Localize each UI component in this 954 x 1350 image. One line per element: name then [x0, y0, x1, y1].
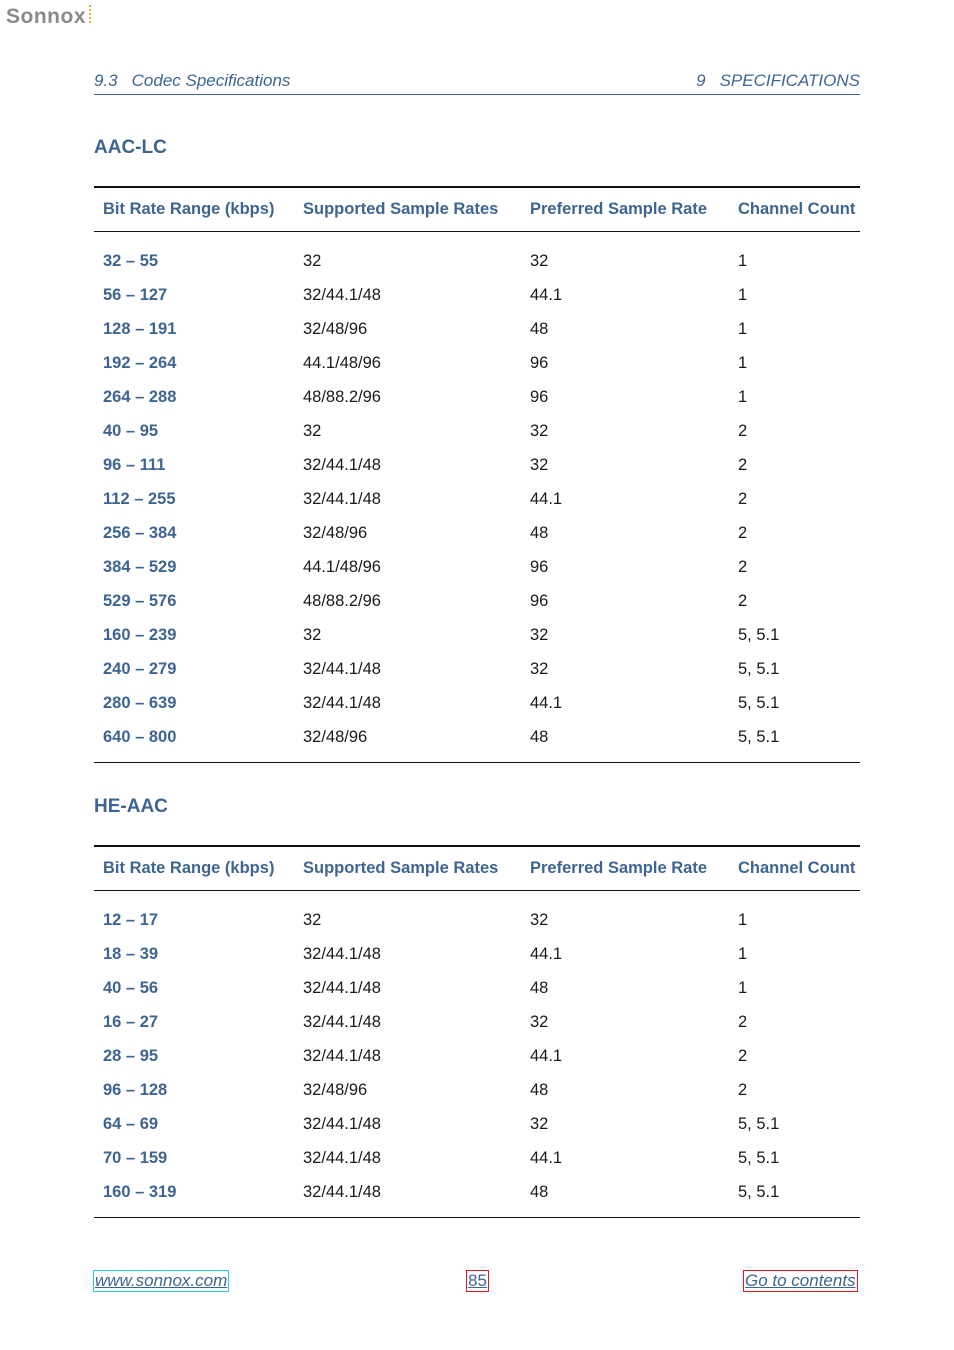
cell-bit-rate: 40 – 56: [103, 978, 159, 997]
cell-channel-count: 2: [738, 1046, 748, 1065]
cell-channel-count: 5, 5.1: [738, 659, 780, 678]
cell-preferred-rate: 32: [530, 910, 549, 929]
cell-channel-count: 1: [738, 910, 748, 929]
cell-channel-count: 5, 5.1: [738, 1114, 780, 1133]
running-header-right: [696, 71, 860, 91]
cell-preferred-rate: 48: [521, 720, 729, 763]
cell-preferred-rate: 48: [530, 1080, 549, 1099]
cell-preferred-rate: 48: [530, 978, 549, 997]
cell-channel-count: 2: [738, 523, 748, 542]
cell-preferred-rate: 48: [530, 319, 549, 338]
section-number: 9.3: [94, 71, 118, 90]
cell-preferred-rate: 44.1: [530, 285, 563, 304]
table-row: [94, 516, 860, 550]
cell-supported-rates: 32/44.1/48: [303, 285, 381, 304]
table-body: [94, 232, 860, 763]
cell-channel-count: 1: [738, 285, 748, 304]
table-header-row: [94, 187, 860, 232]
cell-bit-rate: 32 – 55: [103, 251, 159, 270]
cell-bit-rate: 112 – 255: [103, 489, 176, 508]
running-header: [94, 71, 860, 95]
column-header-supported-rates: Supported Sample Rates: [294, 846, 521, 891]
cell-channel-count: 2: [738, 421, 748, 440]
column-header-supported-rates: Supported Sample Rates: [294, 187, 521, 232]
running-header-left: [94, 71, 290, 91]
cell-preferred-rate: 44.1: [530, 1148, 563, 1167]
cell-channel-count: 2: [738, 489, 748, 508]
table-row: [94, 584, 860, 618]
cell-channel-count: 5, 5.1: [738, 693, 780, 712]
cell-bit-rate: 70 – 159: [103, 1148, 168, 1167]
cell-bit-rate: 96 – 128: [103, 1080, 168, 1099]
cell-bit-rate: 28 – 95: [103, 1046, 159, 1065]
cell-preferred-rate: 44.1: [530, 693, 563, 712]
table-row: [94, 448, 860, 482]
cell-preferred-rate: 32: [530, 251, 549, 270]
cell-preferred-rate: 44.1: [530, 944, 563, 963]
table-row: [94, 278, 860, 312]
cell-channel-count: 1: [738, 978, 748, 997]
cell-preferred-rate: 32: [530, 1012, 549, 1031]
cell-bit-rate: 64 – 69: [103, 1114, 159, 1133]
go-to-contents-link[interactable]: Go to contents: [745, 1271, 856, 1290]
cell-bit-rate: 384 – 529: [103, 557, 177, 576]
cell-supported-rates: 32: [303, 625, 322, 644]
cell-preferred-rate: 96: [530, 591, 549, 610]
cell-supported-rates: 32/44.1/48: [303, 944, 381, 963]
cell-channel-count: 5, 5.1: [729, 1175, 860, 1218]
cell-supported-rates: 32/48/96: [303, 1080, 368, 1099]
cell-channel-count: 2: [738, 455, 748, 474]
cell-supported-rates: 32/44.1/48: [303, 1148, 381, 1167]
table-body: [94, 891, 860, 1218]
aac-lc-table: [94, 186, 860, 763]
website-link[interactable]: www.sonnox.com: [95, 1271, 228, 1290]
chapter-title: SPECIFICATIONS: [719, 71, 860, 90]
cell-bit-rate: 56 – 127: [103, 285, 168, 304]
table-row: [94, 482, 860, 516]
table-row: [94, 1107, 860, 1141]
cell-preferred-rate: 44.1: [530, 1046, 563, 1065]
cell-bit-rate: 18 – 39: [103, 944, 159, 963]
table-row: [94, 550, 860, 584]
cell-supported-rates: 44.1/48/96: [303, 353, 381, 372]
cell-preferred-rate: 44.1: [530, 489, 563, 508]
cell-channel-count: 1: [738, 319, 748, 338]
column-header-channel-count: Channel Count: [729, 187, 860, 232]
table-row: [94, 312, 860, 346]
cell-bit-rate: 529 – 576: [103, 591, 177, 610]
column-header-preferred-rate: Preferred Sample Rate: [521, 846, 729, 891]
cell-channel-count: 1: [738, 353, 748, 372]
cell-supported-rates: 48/88.2/96: [303, 387, 381, 406]
cell-bit-rate: 96 – 111: [103, 455, 166, 474]
table-row: [94, 1039, 860, 1073]
cell-supported-rates: 32/48/96: [294, 720, 521, 763]
cell-preferred-rate: 32: [530, 1114, 549, 1133]
table-row: [94, 1005, 860, 1039]
cell-channel-count: 5, 5.1: [738, 1148, 780, 1167]
cell-supported-rates: 32/44.1/48: [303, 1012, 381, 1031]
cell-supported-rates: 32/44.1/48: [294, 1175, 521, 1218]
cell-preferred-rate: 96: [530, 387, 549, 406]
sonnox-logo: [6, 5, 91, 29]
table-row: [94, 1141, 860, 1175]
table-row: [94, 937, 860, 971]
cell-channel-count: 1: [738, 251, 748, 270]
cell-bit-rate: 240 – 279: [103, 659, 177, 678]
cell-supported-rates: 32/44.1/48: [303, 978, 381, 997]
column-header-bit-rate: Bit Rate Range (kbps): [94, 187, 294, 232]
column-header-preferred-rate: Preferred Sample Rate: [521, 187, 729, 232]
cell-supported-rates: 32: [303, 251, 322, 270]
logo-mark-icon: [89, 5, 91, 25]
cell-supported-rates: 44.1/48/96: [303, 557, 381, 576]
cell-channel-count: 2: [738, 591, 748, 610]
cell-preferred-rate: 48: [521, 1175, 729, 1218]
he-aac-heading: HE-AAC: [94, 796, 168, 817]
logo-text: Sonnox: [6, 5, 86, 28]
cell-supported-rates: 32/44.1/48: [303, 1114, 381, 1133]
cell-bit-rate: 640 – 800: [94, 720, 294, 763]
cell-preferred-rate: 32: [530, 455, 549, 474]
table-row: [94, 686, 860, 720]
table-row: [94, 414, 860, 448]
table-row: [94, 380, 860, 414]
table-header-row: [94, 846, 860, 891]
cell-preferred-rate: 96: [530, 557, 549, 576]
cell-bit-rate: 160 – 239: [103, 625, 177, 644]
table-row: [94, 232, 860, 279]
table-row: [94, 346, 860, 380]
table-row: [94, 652, 860, 686]
cell-bit-rate: 264 – 288: [103, 387, 177, 406]
cell-channel-count: 5, 5.1: [729, 720, 860, 763]
cell-preferred-rate: 32: [530, 421, 549, 440]
cell-channel-count: 2: [738, 1080, 748, 1099]
cell-supported-rates: 32/44.1/48: [303, 659, 381, 678]
cell-preferred-rate: 48: [530, 523, 549, 542]
cell-supported-rates: 32: [303, 910, 322, 929]
cell-channel-count: 5, 5.1: [738, 625, 780, 644]
cell-supported-rates: 32: [303, 421, 322, 440]
cell-preferred-rate: 32: [530, 659, 549, 678]
column-header-channel-count: Channel Count: [729, 846, 860, 891]
cell-bit-rate: 192 – 264: [103, 353, 177, 372]
cell-channel-count: 1: [738, 944, 748, 963]
section-title: Codec Specifications: [131, 71, 291, 90]
cell-bit-rate: 256 – 384: [103, 523, 177, 542]
cell-supported-rates: 32/48/96: [303, 319, 368, 338]
cell-channel-count: 1: [738, 387, 748, 406]
cell-bit-rate: 160 – 319: [94, 1175, 294, 1218]
cell-supported-rates: 32/44.1/48: [303, 693, 381, 712]
page-number-link[interactable]: 85: [468, 1271, 487, 1290]
cell-bit-rate: 128 – 191: [103, 319, 177, 338]
table-row: [94, 971, 860, 1005]
cell-preferred-rate: 96: [530, 353, 549, 372]
table-row: [94, 618, 860, 652]
cell-bit-rate: 40 – 95: [103, 421, 159, 440]
he-aac-table: [94, 845, 860, 1218]
column-header-bit-rate: Bit Rate Range (kbps): [94, 846, 294, 891]
cell-supported-rates: 32/44.1/48: [303, 455, 381, 474]
cell-supported-rates: 32/44.1/48: [303, 489, 381, 508]
cell-bit-rate: 16 – 27: [103, 1012, 159, 1031]
chapter-number: 9: [696, 71, 706, 90]
cell-supported-rates: 32/44.1/48: [303, 1046, 381, 1065]
aac-lc-heading: AAC-LC: [94, 137, 167, 158]
table-row: [94, 1175, 860, 1218]
cell-supported-rates: 32/48/96: [303, 523, 368, 542]
table-row: [94, 720, 860, 763]
cell-supported-rates: 48/88.2/96: [303, 591, 381, 610]
cell-channel-count: 2: [738, 1012, 748, 1031]
cell-bit-rate: 280 – 639: [103, 693, 177, 712]
table-row: [94, 1073, 860, 1107]
cell-channel-count: 2: [738, 557, 748, 576]
cell-bit-rate: 12 – 17: [103, 910, 159, 929]
cell-preferred-rate: 32: [530, 625, 549, 644]
table-row: [94, 891, 860, 938]
